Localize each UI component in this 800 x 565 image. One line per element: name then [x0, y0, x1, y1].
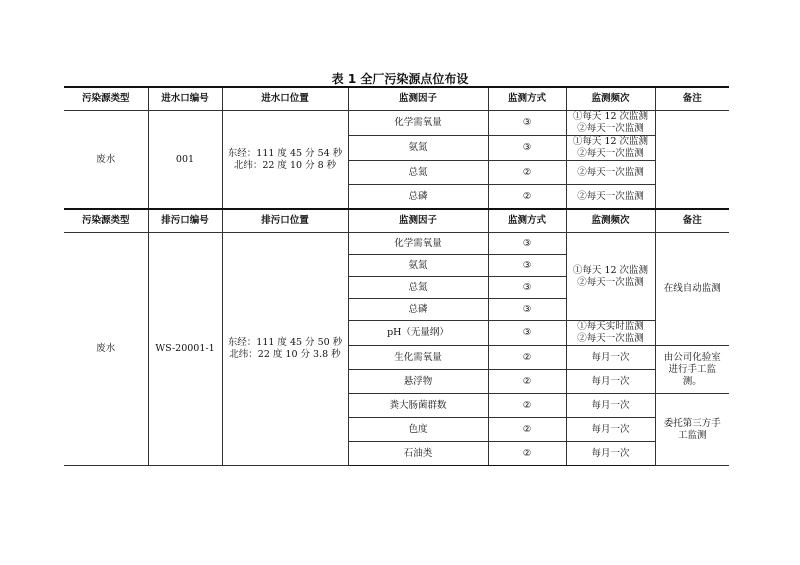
header-cell: 进水口编号	[148, 87, 222, 111]
factor-cell: 化学需氧量	[348, 233, 488, 255]
outlet-code-cell: WS-20001-1	[148, 233, 222, 466]
method-cell: ③	[488, 321, 566, 346]
inlet-header-row	[64, 87, 729, 111]
factor-cell: 化学需氧量	[348, 111, 488, 136]
header-cell: 监测因子	[348, 87, 488, 111]
header-cell: 监测方式	[488, 87, 566, 111]
method-cell: ②	[488, 346, 566, 370]
table-row	[64, 233, 729, 255]
frequency-cell: 每月一次	[566, 394, 655, 418]
factor-cell: 氨氮	[348, 136, 488, 161]
method-cell: ②	[488, 418, 566, 442]
outlet-location-cell: 东经：111 度 45 分 50 秒 北纬：22 度 10 分 3.8 秒	[222, 233, 348, 466]
source-type-cell: 废水	[64, 233, 148, 466]
table-title: 表 1 全厂污染源点位布设	[331, 72, 469, 86]
method-cell: ③	[488, 299, 566, 321]
header-cell: 备注	[655, 209, 729, 233]
remark-cell: 委托第三方手 工监测	[655, 394, 729, 466]
method-cell: ③	[488, 111, 566, 136]
outlet-header-row	[64, 209, 729, 233]
factor-cell: 粪大肠菌群数	[348, 394, 488, 418]
factor-cell: pH（无量纲）	[348, 321, 488, 346]
header-cell: 排污口位置	[222, 209, 348, 233]
factor-cell: 悬浮物	[348, 370, 488, 394]
inlet-code-cell: 001	[148, 111, 222, 210]
frequency-cell: ①每天 12 次监测 ②每天一次监测	[566, 111, 655, 136]
method-cell: ②	[488, 394, 566, 418]
frequency-cell: 每月一次	[566, 370, 655, 394]
remark-cell: 在线自动监测	[655, 233, 729, 346]
remark-cell: 由公司化验室 进行手工监 测。	[655, 346, 729, 394]
header-cell: 污染源类型	[64, 209, 148, 233]
header-cell: 监测频次	[566, 87, 655, 111]
header-cell: 进水口位置	[222, 87, 348, 111]
factor-cell: 氨氮	[348, 255, 488, 277]
frequency-cell: 每月一次	[566, 442, 655, 466]
header-cell: 监测方式	[488, 209, 566, 233]
remark-cell	[655, 111, 729, 210]
method-cell: ③	[488, 136, 566, 161]
table-row	[64, 111, 729, 136]
method-cell: ③	[488, 233, 566, 255]
frequency-cell: ①每天 12 次监测 ②每天一次监测	[566, 136, 655, 161]
factor-cell: 石油类	[348, 442, 488, 466]
header-cell: 污染源类型	[64, 87, 148, 111]
method-cell: ②	[488, 185, 566, 210]
frequency-cell: ②每天一次监测	[566, 185, 655, 210]
factor-cell: 总氮	[348, 277, 488, 299]
frequency-cell: ②每天一次监测	[566, 161, 655, 185]
pollution-source-table	[64, 86, 729, 466]
method-cell: ②	[488, 161, 566, 185]
method-cell: ③	[488, 277, 566, 299]
factor-cell: 总磷	[348, 299, 488, 321]
factor-cell: 总氮	[348, 161, 488, 185]
frequency-cell: 每月一次	[566, 418, 655, 442]
inlet-location-cell: 东经：111 度 45 分 54 秒 北纬：22 度 10 分 8 秒	[222, 111, 348, 210]
factor-cell: 生化需氧量	[348, 346, 488, 370]
factor-cell: 总磷	[348, 185, 488, 210]
header-cell: 排污口编号	[148, 209, 222, 233]
frequency-cell: ①每天 12 次监测 ②每天一次监测	[566, 233, 655, 321]
frequency-cell: 每月一次	[566, 346, 655, 370]
method-cell: ③	[488, 255, 566, 277]
method-cell: ②	[488, 370, 566, 394]
header-cell: 备注	[655, 87, 729, 111]
frequency-cell: ①每天实时监测 ②每天一次监测	[566, 321, 655, 346]
header-cell: 监测因子	[348, 209, 488, 233]
factor-cell: 色度	[348, 418, 488, 442]
method-cell: ②	[488, 442, 566, 466]
header-cell: 监测频次	[566, 209, 655, 233]
source-type-cell: 废水	[64, 111, 148, 210]
